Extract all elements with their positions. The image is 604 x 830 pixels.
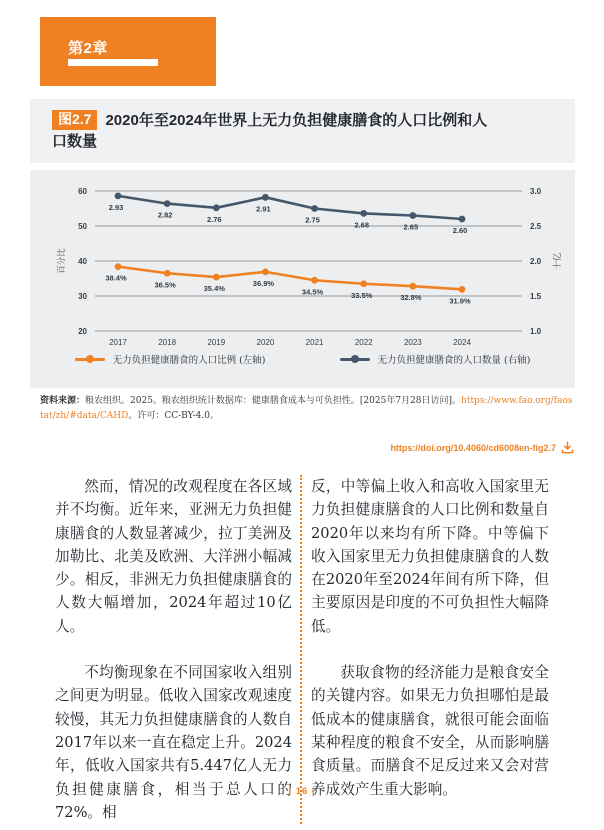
page-number: | 16 | xyxy=(288,786,316,797)
legend-line-icon xyxy=(75,358,105,361)
chapter-label: 第2章 xyxy=(68,40,108,57)
svg-text:32.8%: 32.8% xyxy=(400,293,422,303)
svg-text:38.4%: 38.4% xyxy=(105,273,127,283)
figure-title-band xyxy=(30,99,575,163)
source-body: 粮农组织。2025。粮农组织统计数据库：健康膳食成本与可负担性。[2025年7月28日访问]。 xyxy=(85,396,462,406)
figure-chart xyxy=(30,170,575,388)
svg-text:2.0: 2.0 xyxy=(530,256,542,266)
svg-text:2024: 2024 xyxy=(453,338,471,347)
svg-text:2.65: 2.65 xyxy=(403,222,419,232)
chapter-underline xyxy=(68,59,158,66)
source-note xyxy=(40,394,575,423)
line-chart xyxy=(30,170,575,350)
svg-text:2020: 2020 xyxy=(256,338,275,347)
svg-text:2.93: 2.93 xyxy=(108,202,124,212)
svg-text:60: 60 xyxy=(78,186,87,196)
chart-legend xyxy=(30,352,575,366)
svg-text:33.5%: 33.5% xyxy=(351,290,373,300)
svg-text:2.76: 2.76 xyxy=(206,214,222,224)
source-suffix: 。许可：CC-BY-4.0。 xyxy=(128,410,219,421)
svg-text:2.75: 2.75 xyxy=(305,215,320,225)
legend-label: 无力负担健康膳食的人口比例 (左轴) xyxy=(112,355,266,366)
figure-number-tag: 图2.7 xyxy=(52,110,97,130)
doi-link[interactable]: https://doi.org/10.4060/cd6008en-fig2.7 xyxy=(390,442,556,453)
svg-text:2.91: 2.91 xyxy=(256,204,271,214)
svg-text:2.60: 2.60 xyxy=(452,226,468,235)
source-link[interactable]: https://www.fao.org/faostat/zh/#data/CAHD xyxy=(40,396,573,421)
svg-text:2019: 2019 xyxy=(207,338,226,347)
right-column xyxy=(302,475,549,824)
legend-label: 无力负担健康膳食的人口数量 (右轴) xyxy=(377,355,531,366)
svg-text:40: 40 xyxy=(78,256,87,266)
svg-text:36.5%: 36.5% xyxy=(154,280,176,290)
paragraph: 不均衡现象在不同国家收入组别之间更为明显。低收入国家改观速度较慢，其无力负担健康膳食的人数自2017年以来一直在稳定上升。2024年，低收入国家共有5.447亿人无力负担健康膳食，相当于总人口的72%。相 xyxy=(55,664,292,821)
doi-row xyxy=(390,441,574,454)
svg-text:1.0: 1.0 xyxy=(530,326,542,336)
paragraph: 反，中等偏上收入和高收入国家里无力负担健康膳食的人口比例和数量自2020年以来均有所下降。中等偏下收入国家里无力负担健康膳食的人数在2020年至2024年间有所下降，但主要原因是印度的不可负担性大幅降低。 xyxy=(311,478,549,635)
chapter-banner xyxy=(40,17,216,86)
svg-text:36.9%: 36.9% xyxy=(252,278,275,288)
svg-text:2021: 2021 xyxy=(305,338,324,347)
legend-item-percentage xyxy=(75,352,266,366)
source-prefix: 资料来源： xyxy=(40,396,86,406)
figure-title xyxy=(52,110,490,152)
svg-text:30: 30 xyxy=(78,291,87,301)
svg-text:2.68: 2.68 xyxy=(354,220,370,230)
legend-item-count xyxy=(340,352,531,366)
left-column xyxy=(55,475,302,824)
svg-text:2018: 2018 xyxy=(158,338,177,347)
svg-text:34.5%: 34.5% xyxy=(301,287,324,297)
paragraph: 然而，情况的改观程度在各区域并不均衡。近年来，亚洲无力负担健康膳食的人数显著减少，拉丁美洲及加勒比、北美及欧洲、大洋洲小幅减少。相反，非洲无力负担健康膳食的人数大幅增加，2024年超过10亿人。 xyxy=(55,478,292,635)
legend-line-icon xyxy=(340,358,370,361)
svg-text:十亿: 十亿 xyxy=(553,252,563,270)
paragraph: 获取食物的经济能力是粮食安全的关键内容。如果无力负担哪怕是最低成本的健康膳食，就很可能会面临某种程度的粮食不安全，从而影响膳食质量。而膳食不足反过来又会对营养成效产生重大影响。 xyxy=(311,664,549,798)
body-text xyxy=(55,475,557,824)
svg-text:2023: 2023 xyxy=(403,338,422,347)
svg-text:31.9%: 31.9% xyxy=(449,296,471,306)
svg-text:20: 20 xyxy=(78,326,87,336)
svg-text:50: 50 xyxy=(78,221,87,231)
svg-text:3.0: 3.0 xyxy=(530,186,542,196)
svg-text:2.5: 2.5 xyxy=(530,221,542,231)
svg-text:2017: 2017 xyxy=(109,338,127,347)
download-icon[interactable] xyxy=(561,441,574,454)
svg-text:2.82: 2.82 xyxy=(157,210,173,220)
svg-text:百分比: 百分比 xyxy=(57,248,67,274)
svg-text:1.5: 1.5 xyxy=(530,291,542,301)
svg-text:35.4%: 35.4% xyxy=(203,284,225,294)
figure-title-text: 2020年至2024年世界上无力负担健康膳食的人口比例和人口数量 xyxy=(52,112,488,150)
svg-text:2022: 2022 xyxy=(354,338,373,347)
